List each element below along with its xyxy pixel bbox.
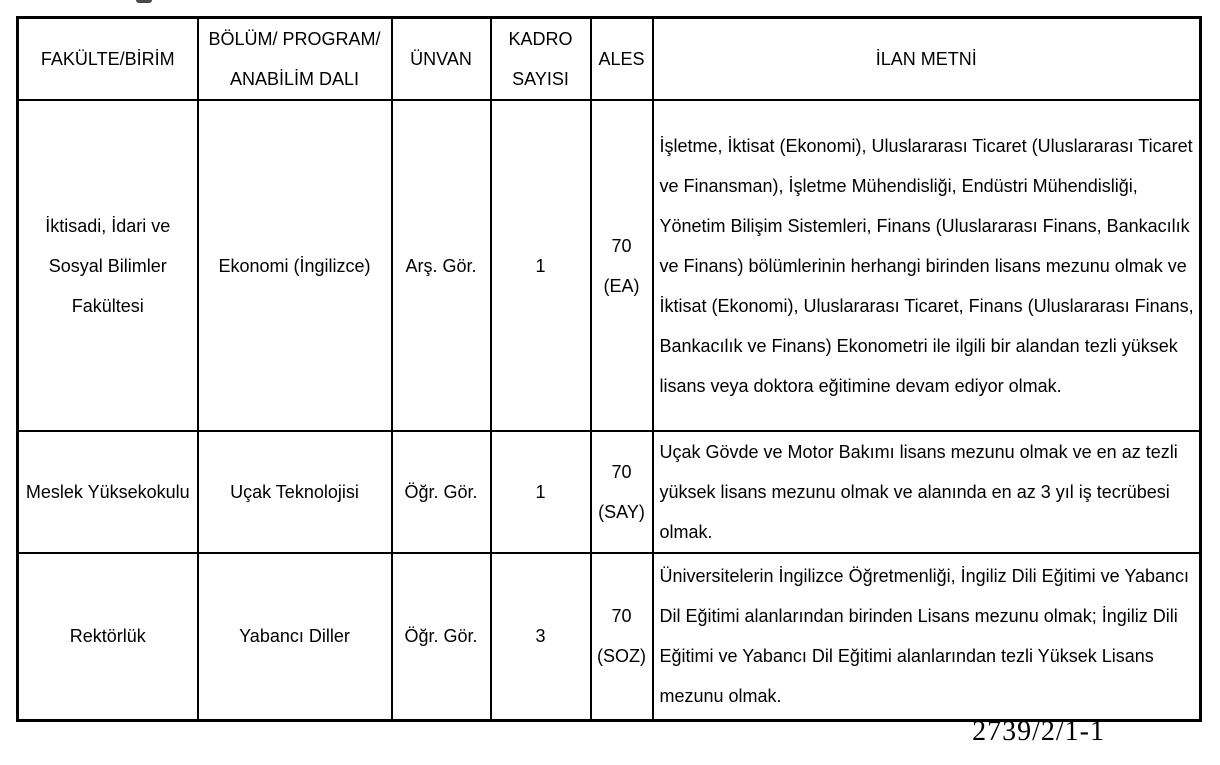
header-label: ALES	[598, 49, 645, 69]
header-bolum-program	[198, 18, 392, 101]
header-label: ÜNVAN	[410, 49, 472, 69]
header-fakulte-birim	[18, 18, 198, 101]
cell-fakulte: Meslek Yüksekokulu	[18, 431, 198, 553]
header-label-line1: BÖLÜM/ PROGRAM/	[208, 29, 381, 49]
cropped-glyph-artifact	[136, 0, 152, 3]
ales-score: 70	[611, 606, 632, 627]
cell-ales	[591, 553, 653, 720]
header-label: İLAN METNİ	[875, 49, 977, 69]
cell-fakulte: Rektörlük	[18, 553, 198, 720]
reference-number: 2739/2/1-1	[972, 716, 1105, 747]
cell-ilan-metni: Üniversitelerin İngilizce Öğretmenliği, İngiliz Dili Eğitimi ve Yabancı Dil Eğitimi alanlarından birinden Lisans mezunu olmak; İngiliz Dili Eğitimi ve Yabancı Dil Eğitimi alanlarından tezli Yüksek Lisans mezunu olmak.	[653, 553, 1201, 720]
cell-bolum: Yabancı Diller	[198, 553, 392, 720]
cell-unvan: Öğr. Gör.	[392, 431, 491, 553]
header-label-line1: KADRO	[508, 29, 573, 49]
ales-score: 70	[611, 462, 632, 482]
ales-score-type: (SAY)	[598, 502, 645, 522]
cell-ilan-metni: Uçak Gövde ve Motor Bakımı lisans mezunu olmak ve en az tezli yüksek lisans mezunu olmak ve alanında en az 3 yıl iş tecrübesi olmak.	[653, 431, 1201, 553]
table-row-ucak-teknolojisi	[18, 431, 1201, 553]
header-ales	[591, 18, 653, 101]
cell-kadro-sayisi: 1	[491, 100, 591, 431]
header-row	[18, 18, 1201, 101]
cell-ales	[591, 100, 653, 431]
ales-score-type: (SOZ)	[597, 646, 646, 667]
cell-kadro-sayisi: 1	[491, 431, 591, 553]
ales-score: 70	[611, 235, 632, 256]
cell-ales	[591, 431, 653, 553]
header-label: FAKÜLTE/BİRİM	[40, 49, 175, 69]
cell-fakulte: İktisadi, İdari ve Sosyal Bilimler Fakültesi	[18, 100, 198, 431]
table-row-yabanci-diller	[18, 553, 1201, 720]
cell-ilan-metni: İşletme, İktisat (Ekonomi), Uluslararası Ticaret (Uluslararası Ticaret ve Finansman), İşletme Mühendisliği, Endüstri Mühendisliği, Yönetim Bilişim Sistemleri, Finans (Uluslararası Finans, Bankacılık ve Finans) bölümlerinin herhangi birinden lisans mezunu olmak ve İktisat (Ekonomi), Uluslararası Ticaret, Finans (Uluslararası Finans, Bankacılık ve Finans) Ekonometri ile ilgili bir alandan tezli yüksek lisans veya doktora eğitimine devam ediyor olmak.	[653, 100, 1201, 431]
header-label-line2: ANABİLİM DALI	[229, 69, 360, 89]
cell-bolum: Ekonomi (İngilizce)	[198, 100, 392, 431]
header-kadro-sayisi	[491, 18, 591, 101]
cell-unvan: Öğr. Gör.	[392, 553, 491, 720]
cell-kadro-sayisi: 3	[491, 553, 591, 720]
academic-positions-table	[16, 16, 1202, 722]
header-label-line2: SAYISI	[512, 69, 569, 89]
header-unvan	[392, 18, 491, 101]
ales-score-type: (EA)	[603, 275, 640, 296]
cell-bolum: Uçak Teknolojisi	[198, 431, 392, 553]
cell-unvan: Arş. Gör.	[392, 100, 491, 431]
table-row-ekonomi	[18, 100, 1201, 431]
header-ilan-metni	[653, 18, 1201, 101]
